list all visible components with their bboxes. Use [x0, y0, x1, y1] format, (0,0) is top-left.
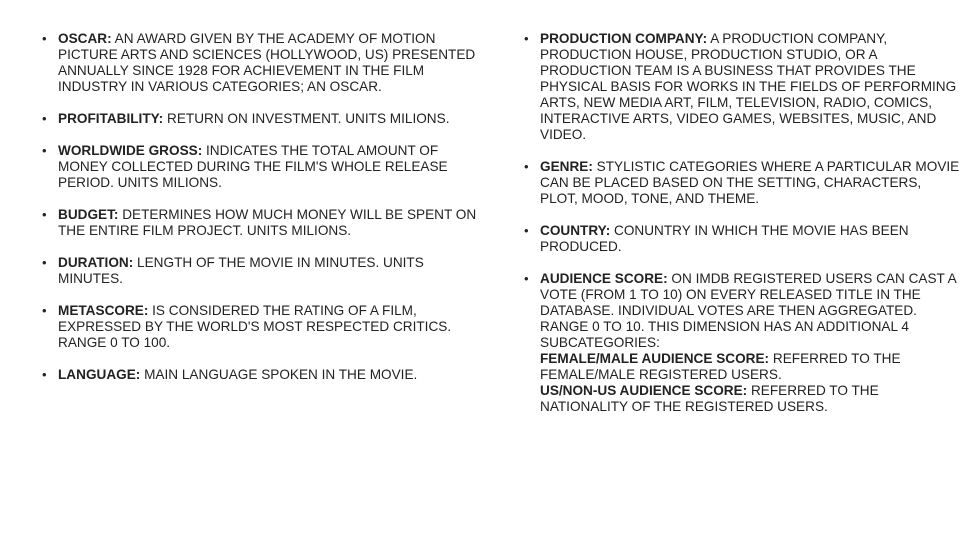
definition-item-profitability — [40, 111, 480, 127]
definition-item-budget — [40, 207, 480, 239]
subcategory-text: REFERRED TO THE NATIONALITY OF THE REGISTERED USERS. — [540, 383, 879, 414]
definition-item-language — [40, 367, 480, 383]
subcategory-female-male — [540, 351, 962, 383]
definition-term: OSCAR: — [58, 31, 112, 46]
definition-item-genre — [522, 159, 962, 207]
bullet-icon: • — [524, 271, 529, 286]
bullet-icon: • — [42, 255, 47, 270]
subcategory-text: REFERRED TO THE FEMALE/MALE REGISTERED USERS. — [540, 351, 901, 382]
definition-item-country — [522, 223, 962, 255]
definition-term: COUNTRY: — [540, 223, 611, 238]
subcategory-term: US/NON-US AUDIENCE SCORE: — [540, 383, 748, 398]
bullet-icon: • — [524, 159, 529, 174]
definition-term: DURATION: — [58, 255, 134, 270]
definition-term: PROFITABILITY: — [58, 111, 164, 126]
subcategory-term: FEMALE/MALE AUDIENCE SCORE: — [540, 351, 770, 366]
bullet-icon: • — [42, 111, 47, 126]
definition-text: DETERMINES HOW MUCH MONEY WILL BE SPENT ON THE ENTIRE FILM PROJECT. UNITS MILIONS. — [58, 207, 477, 238]
definition-text: A PRODUCTION COMPANY, PRODUCTION HOUSE, PRODUCTION STUDIO, OR A PRODUCTION TEAM IS A BUSINESS THAT PROVIDES THE PHYSICAL BASIS FOR WORKS IN THE FIELDS OF PERFORMING ARTS, NEW MEDIA ART, FILM, TELEVISION, RADIO, COMICS, INTERACTIVE ARTS, VIDEO GAMES, WEBSITES, MUSIC, AND VIDEO. — [540, 31, 957, 142]
bullet-icon: • — [524, 223, 529, 238]
definition-term: PRODUCTION COMPANY: — [540, 31, 708, 46]
definition-term: METASCORE: — [58, 303, 149, 318]
definition-item-oscar — [40, 31, 480, 95]
definition-item-audience-score — [522, 271, 962, 415]
bullet-icon: • — [42, 31, 47, 46]
definition-item-duration — [40, 255, 480, 287]
definition-item-production-company — [522, 31, 962, 143]
definition-text: RETURN ON INVESTMENT. UNITS MILIONS. — [167, 111, 450, 126]
bullet-icon: • — [42, 207, 47, 222]
definition-text: LENGTH OF THE MOVIE IN MINUTES. UNITS MINUTES. — [58, 255, 424, 286]
definition-text: IS CONSIDERED THE RATING OF A FILM, EXPRESSED BY THE WORLD'S MOST RESPECTED CRITICS. RANGE 0 TO 100. — [58, 303, 452, 350]
definition-text: ON IMDB REGISTERED USERS CAN CAST A VOTE (FROM 1 TO 10) ON EVERY RELEASED TITLE IN THE DATABASE. INDIVIDUAL VOTES ARE THEN AGGREGATED. RANGE 0 TO 10. THIS DIMENSION HAS AN ADDITIONAL 4 SUBCATEGORIES: — [540, 271, 956, 350]
definition-term: AUDIENCE SCORE: — [540, 271, 668, 286]
definitions-list-left — [40, 31, 480, 399]
definition-item-worldwide-gross — [40, 143, 480, 191]
bullet-icon: • — [42, 367, 47, 382]
definition-term: WORLDWIDE GROSS: — [58, 143, 203, 158]
subcategory-us-non-us — [540, 383, 962, 415]
definition-item-metascore — [40, 303, 480, 351]
definition-term: BUDGET: — [58, 207, 119, 222]
definition-text: AN AWARD GIVEN BY THE ACADEMY OF MOTION PICTURE ARTS AND SCIENCES (HOLLYWOOD, US) PRESENTED ANNUALLY SINCE 1928 FOR ACHIEVEMENT IN THE FILM INDUSTRY IN VARIOUS CATEGORIES; AN OSCAR. — [58, 31, 476, 94]
bullet-icon: • — [524, 31, 529, 46]
definition-text: CONUNTRY IN WHICH THE MOVIE HAS BEEN PRODUCED. — [540, 223, 909, 254]
bullet-icon: • — [42, 143, 47, 158]
definitions-list-right — [522, 31, 962, 431]
definition-term: LANGUAGE: — [58, 367, 141, 382]
definition-text: MAIN LANGUAGE SPOKEN IN THE MOVIE. — [144, 367, 418, 382]
bullet-icon: • — [42, 303, 47, 318]
definition-text: INDICATES THE TOTAL AMOUNT OF MONEY COLLECTED DURING THE FILM'S WHOLE RELEASE PERIOD. UNITS MILIONS. — [58, 143, 448, 190]
definition-term: GENRE: — [540, 159, 593, 174]
definition-text: STYLISTIC CATEGORIES WHERE A PARTICULAR MOVIE CAN BE PLACED BASED ON THE SETTING, CHARACTERS, PLOT, MOOD, TONE, AND THEME. — [540, 159, 960, 206]
